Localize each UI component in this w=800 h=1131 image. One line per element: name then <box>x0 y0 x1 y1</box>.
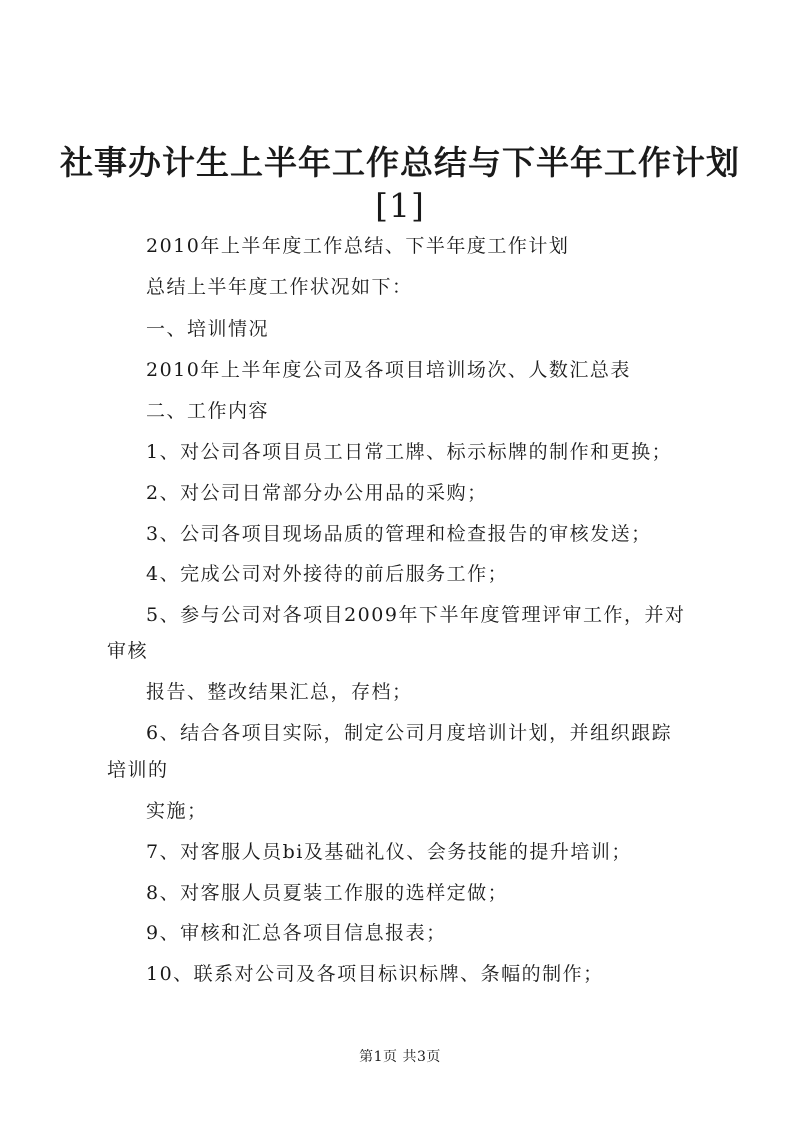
paragraph: 2、对公司日常部分办公用品的采购； <box>146 482 488 504</box>
paragraph: 实施； <box>146 800 208 822</box>
paragraph: 8、对客服人员夏装工作服的选样定做； <box>146 882 509 904</box>
page-number: 第1页 共3页 <box>359 1049 441 1065</box>
paragraph: 2010年上半年度公司及各项目培训场次、人数汇总表 <box>146 359 631 381</box>
paragraph: 2010年上半年度工作总结、下半年度工作计划 <box>146 235 570 257</box>
paragraph: 9、审核和汇总各项目信息报表； <box>146 922 447 944</box>
paragraph: 报告、整改结果汇总，存档； <box>146 681 413 703</box>
paragraph: 总结上半年度工作状况如下： <box>146 276 413 298</box>
paragraph-continuation: 审核 <box>107 640 149 662</box>
document-title: 社事办计生上半年工作总结与下半年工作计划 <box>60 143 740 182</box>
paragraph: 3、公司各项目现场品质的管理和检查报告的审核发送； <box>146 523 652 545</box>
paragraph: 5、参与公司对各项目2009年下半年度管理评审工作，并对 <box>146 604 686 626</box>
paragraph: 一、培训情况 <box>146 318 270 340</box>
paragraph-continuation: 培训的 <box>107 759 169 781</box>
paragraph: 10、联系对公司及各项目标识标牌、条幅的制作； <box>146 963 604 985</box>
paragraph: 7、对客服人员bi及基础礼仪、会务技能的提升培训； <box>146 841 632 863</box>
paragraph: 1、对公司各项目员工日常工牌、标示标牌的制作和更换； <box>146 441 673 463</box>
paragraph: 二、工作内容 <box>146 400 270 422</box>
paragraph: 4、完成公司对外接待的前后服务工作； <box>146 563 509 585</box>
document-title-continuation: [1] <box>375 186 425 225</box>
paragraph: 6、结合各项目实际，制定公司月度培训计划，并组织跟踪 <box>146 722 673 744</box>
